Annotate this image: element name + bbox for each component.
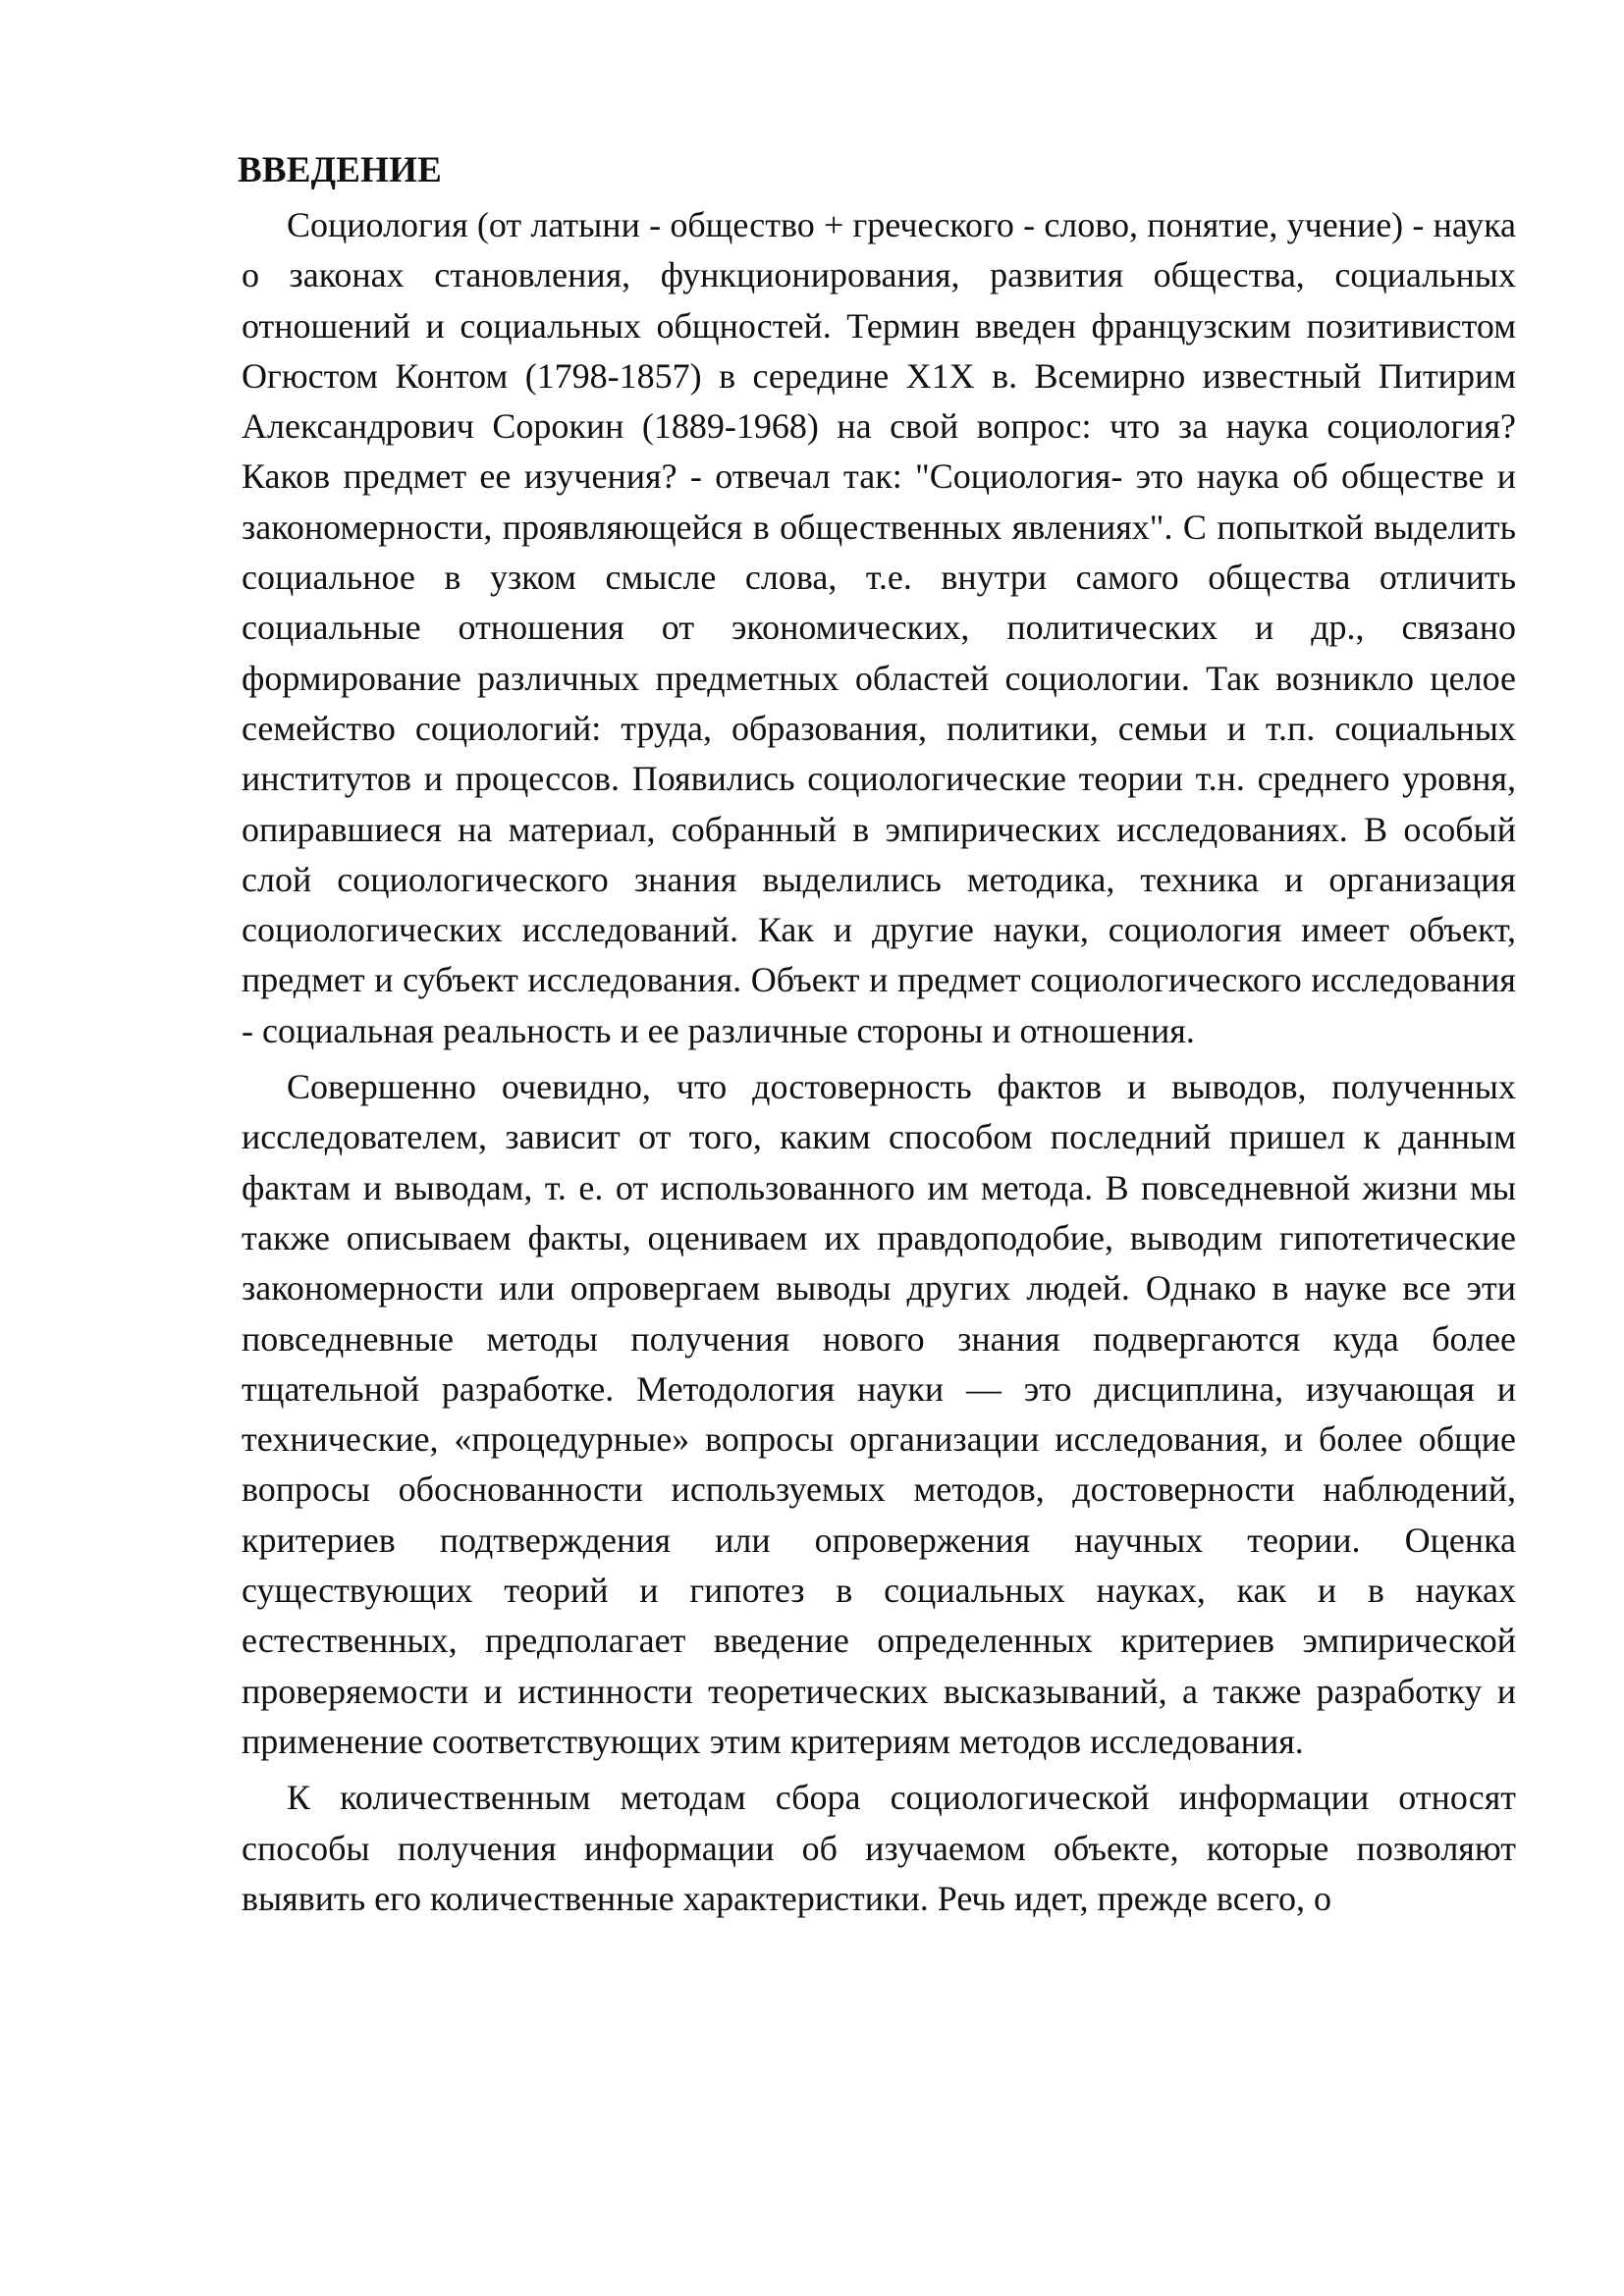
- document-body: [238, 149, 1516, 1930]
- paragraph-methodology: Совершенно очевидно, что достоверность фактов и выводов, полученных исследователем, зависит от того, каким способом последний пришел к данным фактам и выводам, т. е. от использованного им метода. В повседневной жизни мы также описываем факты, оцениваем их правдоподобие, выводим гипотетические закономерности или опровергаем выводы других людей. Однако в науке все эти повседневные методы получения нового знания подвергаются куда более тщательной разработке. Методология науки — это дисциплина, изучающая и технические, «процедурные» вопросы организации исследования, и более общие вопросы обоснованности используемых методов, достоверности наблюдений, критериев подтверждения или опровержения научных теории. Оценка существующих теорий и гипотез в социальных науках, как и в науках естественных, предполагает введение определенных критериев эмпирической проверяемости и истинности теоретических высказываний, а также разработку и применение соответствующих этим критериям методов исследования.: [242, 1067, 1516, 1761]
- section-heading: ВВЕДЕНИЕ: [238, 150, 443, 190]
- paragraph-sociology-definition: Социология (от латыни - общество + греческого - слово, понятие, учение) - наука о законах становления, функционирования, развития общества, социальных отношений и социальных общностей. Термин введен французским позитивистом Огюстом Контом (1798-1857) в середине Х1Х в. Всемирно известный Питирим Александрович Сорокин (1889-1968) на свой вопрос: что за наука социология? Каков предмет ее изучения? - отвечал так: "Социология- это наука об обществе и закономерности, проявляющейся в общественных явлениях". С попыткой выделить социальное в узком смысле слова, т.е. внутри самого общества отличить социальные отношения от экономических, политических и др., связано формирование различных предметных областей социологии. Так возникло целое семейство социологий: труда, образования, политики, семьи и т.п. социальных институтов и процессов. Появились социологические теории т.н. среднего уровня, опиравшиеся на материал, собранный в эмпирических исследованиях. В особый слой социологического знания выделились методика, техника и организация социологических исследований. Как и другие науки, социология имеет объект, предмет и субъект исследования. Объект и предмет социологического исследования - социальная реальность и ее различные стороны и отношения.: [242, 205, 1516, 1050]
- paragraph-quantitative-methods: К количественным методам сбора социологической информации относят способы получения информации об изучаемом объекте, которые позволяют выявить его количественные характеристики. Речь идет, прежде всего, о: [242, 1778, 1516, 1918]
